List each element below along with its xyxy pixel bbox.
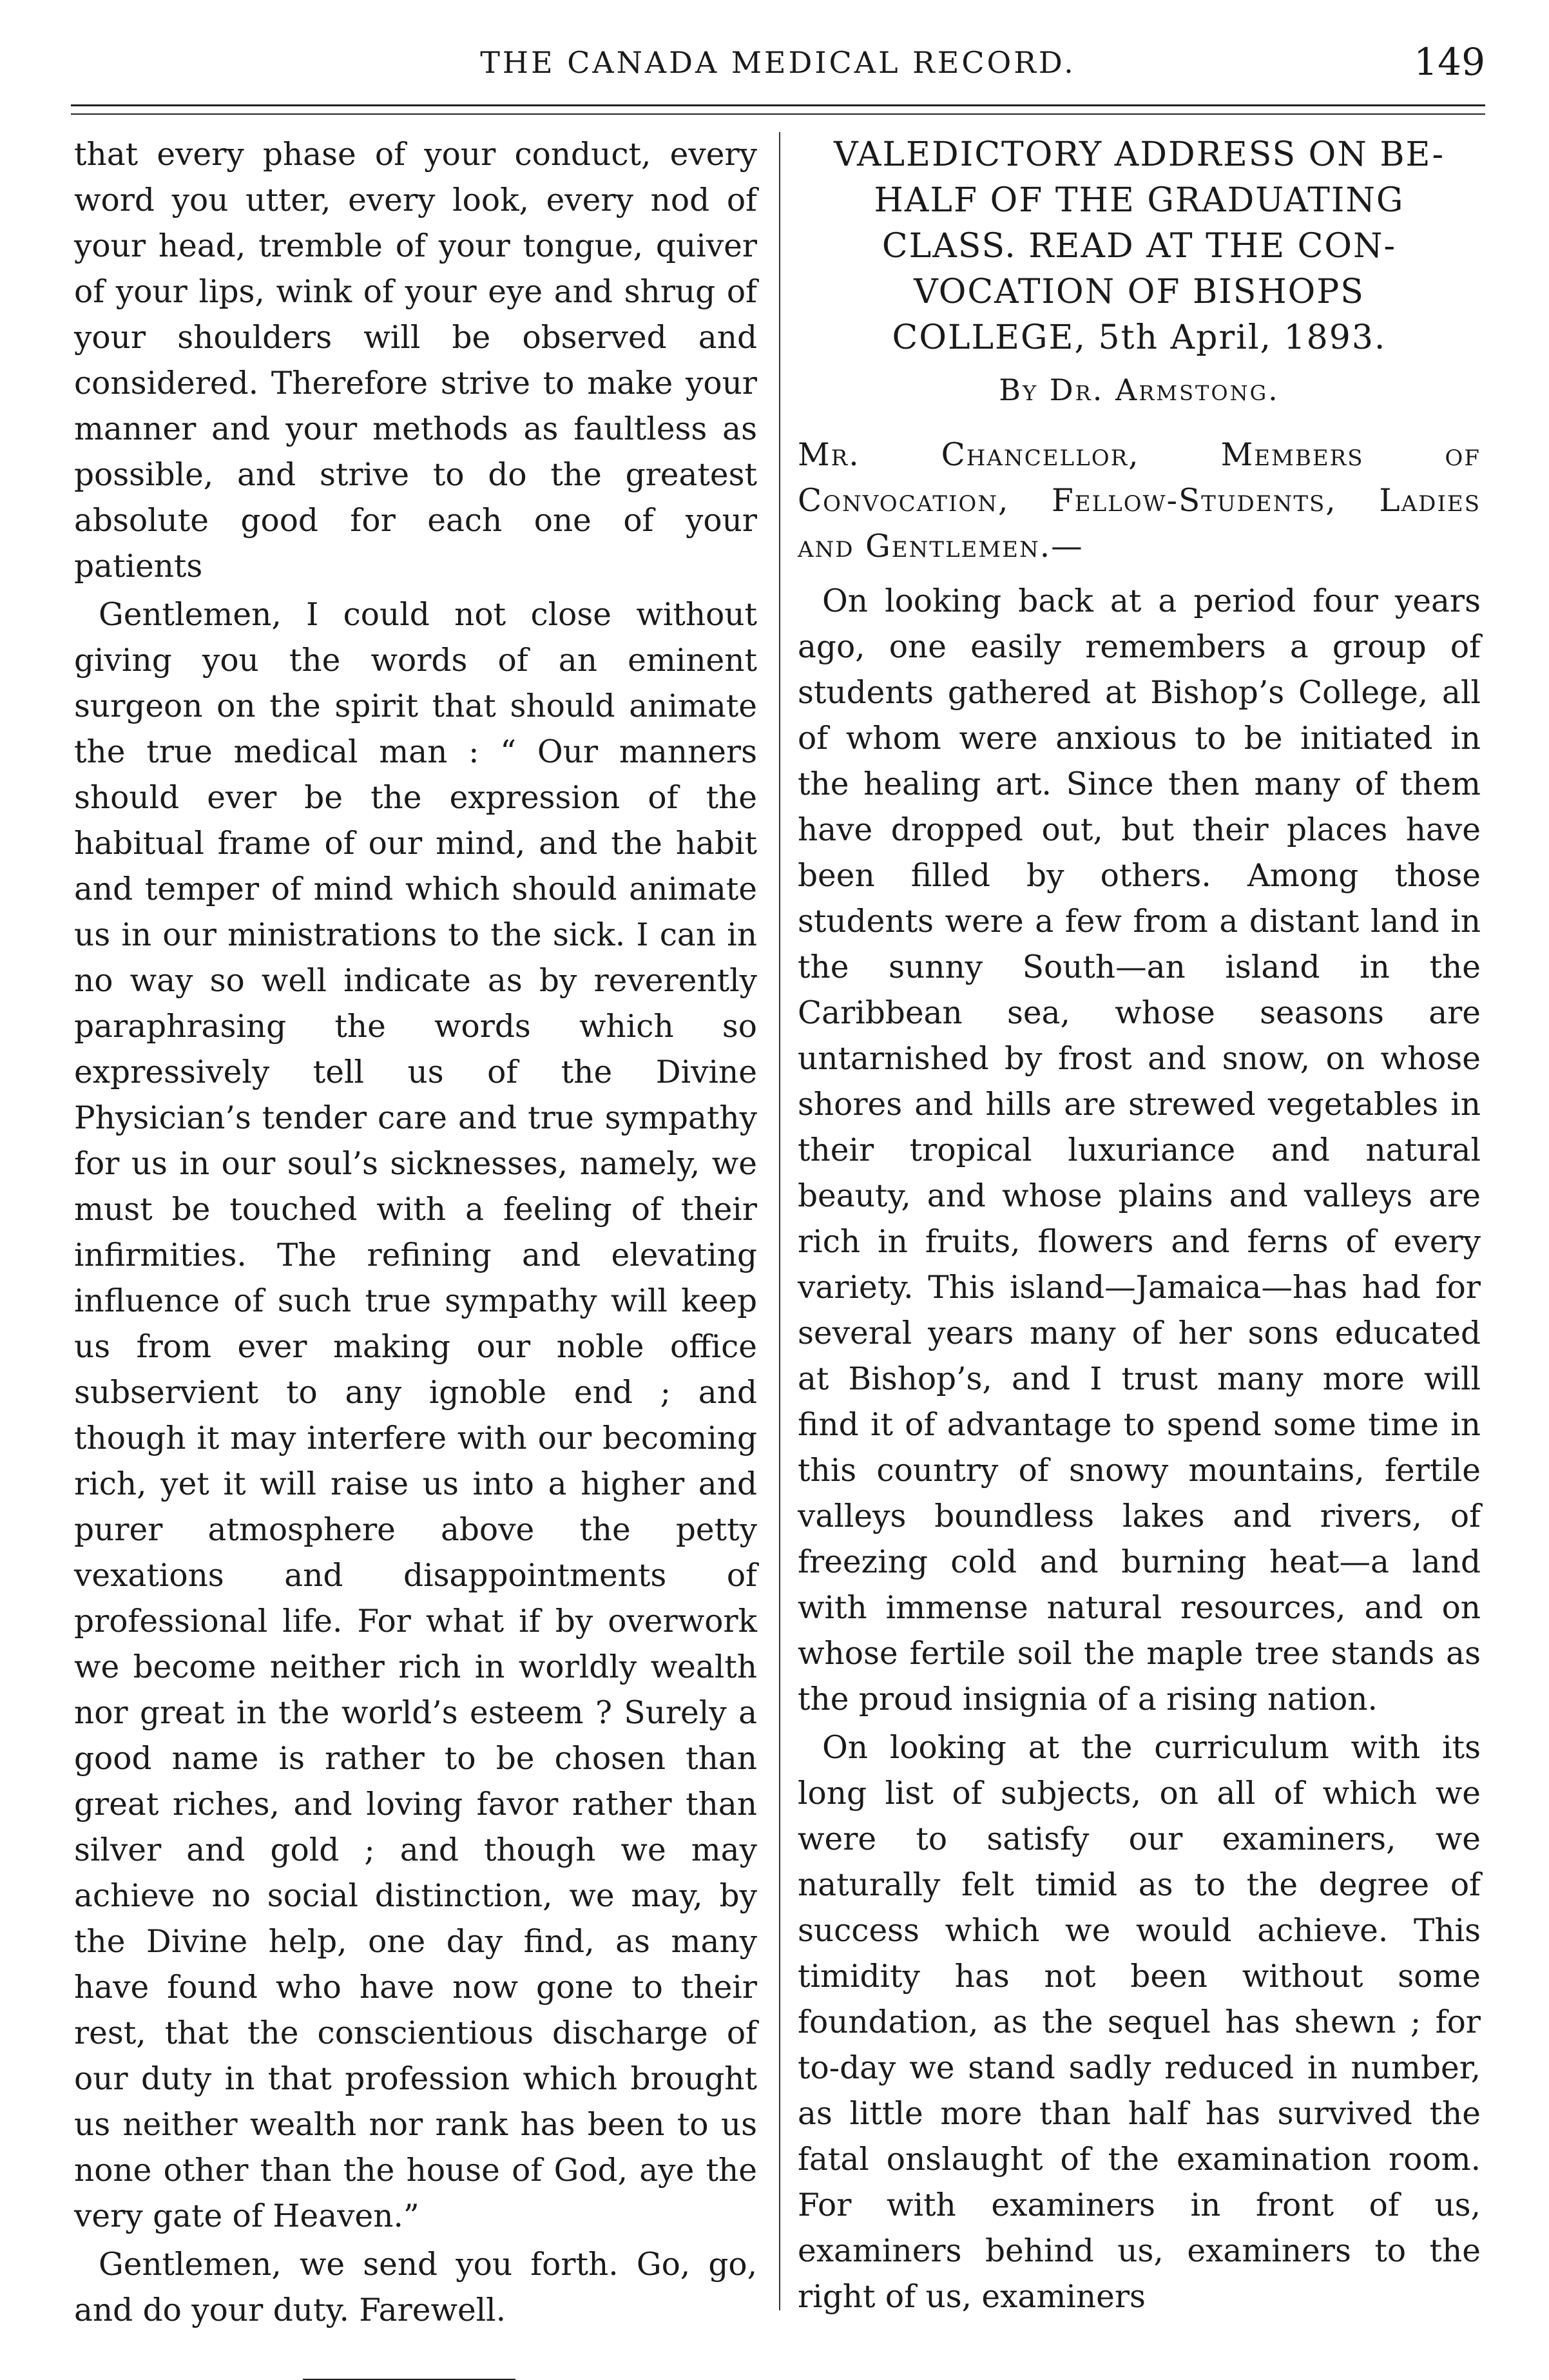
header-rule-thin [71, 113, 1485, 115]
left-paragraph-1: that every phase of your conduct, every word you utter, every look, every nod of your head, tremble of your tongue, quiver of your lips, wink of your eye and shrug of your shoulders will be observed and considered. Therefore strive to make your manner and your methods as faultless as possible, and strive to do the greatest absolute good for each one of your patients [74, 137, 757, 585]
left-column [74, 132, 757, 2380]
article-title-line: HALF OF THE GRADUATING [874, 181, 1405, 220]
article-title-line: VOCATION OF BISHOPS [914, 273, 1365, 311]
left-paragraph-3: Gentlemen, we send you forth. Go, go, and do your duty. Farewell. [74, 2247, 757, 2328]
left-paragraph-2: Gentlemen, I could not close without giving you the words of an eminent surgeon on the spirit that should animate the true medical man : “ Our manners should ever be the expression of the habitual frame of our mind, and the habit and temper of mind which should animate us in our ministrations to the sick. I can in no way so well indicate as by reverently paraphrasing the words which so expressively tell us of the Divine Physician’s tender care and true sympathy for us in our soul’s sicknesses, namely, we must be touched with a feeling of their infirmities. The refining and elevating influence of such true sympathy will keep us from ever making our noble office subservient to any ignoble end ; and though it may interfere with our becoming rich, yet it will raise us into a higher and purer atmosphere above the petty vexations and disappointments of professional life. For what if by overwork we become neither rich in worldly wealth nor great in the world’s esteem ? Surely a good name is rather to be chosen than great riches, and loving favor rather than silver and gold ; and though we may achieve no social distinction, we may, by the Divine help, one day find, as many have found who have now gone to their rest, that the conscientious discharge of our duty in that profession which brought us neither wealth nor rank has been to us none other than the house of God, aye the very gate of Heaven.” [74, 597, 757, 2234]
column-divider [779, 132, 780, 2310]
article-title [798, 132, 1481, 361]
journal-title: THE CANADA MEDICAL RECORD. [480, 45, 1076, 80]
running-head [71, 40, 1485, 98]
right-paragraph-2: On looking at the curriculum with its long list of subjects, on all of which we were to satisfy our examiners, we naturally felt timid as to the degree of success which we would achieve. This timidity has not been without some foundation, as the sequel has shewn ; for to-day we stand sadly reduced in number, as little more than half has survived the fatal onslaught of the examination room. For with examiners in front of us, examiners behind us, examiners to the right of us, examiners [798, 1730, 1481, 2315]
page-number: 149 [1414, 40, 1485, 84]
right-paragraph-1: On looking back at a period four years ago, one easily remembers a group of students gathered at Bishop’s College, all of whom were anxious to be initiated in the healing art. Since then many of them have dropped out, but their places have been filled by others. Among those students were a few from a distant land in the sunny South—an island in the Caribbean sea, whose seasons are untarnished by frost and snow, on whose shores and hills are strewed vegetables in their tropical luxuriance and natural beauty, and whose plains and valleys are rich in fruits, flowers and ferns of every variety. This island—Jamaica—has had for several years many of her sons educated at Bishop’s, and I trust many more will find it of advantage to spend some time in this country of snowy mountains, fertile valleys boundless lakes and rivers, of freezing cold and burning heat—a land with immense natural resources, and on whose fertile soil the maple tree stands as the proud insignia of a rising nation. [798, 583, 1481, 1717]
right-column [798, 132, 1481, 2320]
header-rule [71, 104, 1485, 106]
salutation: Mr. Chancellor, Members of Convocation, Fellow-Students, Ladies and Gentlemen.— [798, 437, 1481, 565]
article-title-line: VALEDICTORY ADDRESS ON BE- [833, 135, 1445, 174]
article-title-line: COLLEGE, 5th April, 1893. [892, 318, 1387, 357]
article-title-line: CLASS. READ AT THE CON- [881, 227, 1397, 266]
article-byline: By Dr. Armstong. [999, 372, 1280, 407]
